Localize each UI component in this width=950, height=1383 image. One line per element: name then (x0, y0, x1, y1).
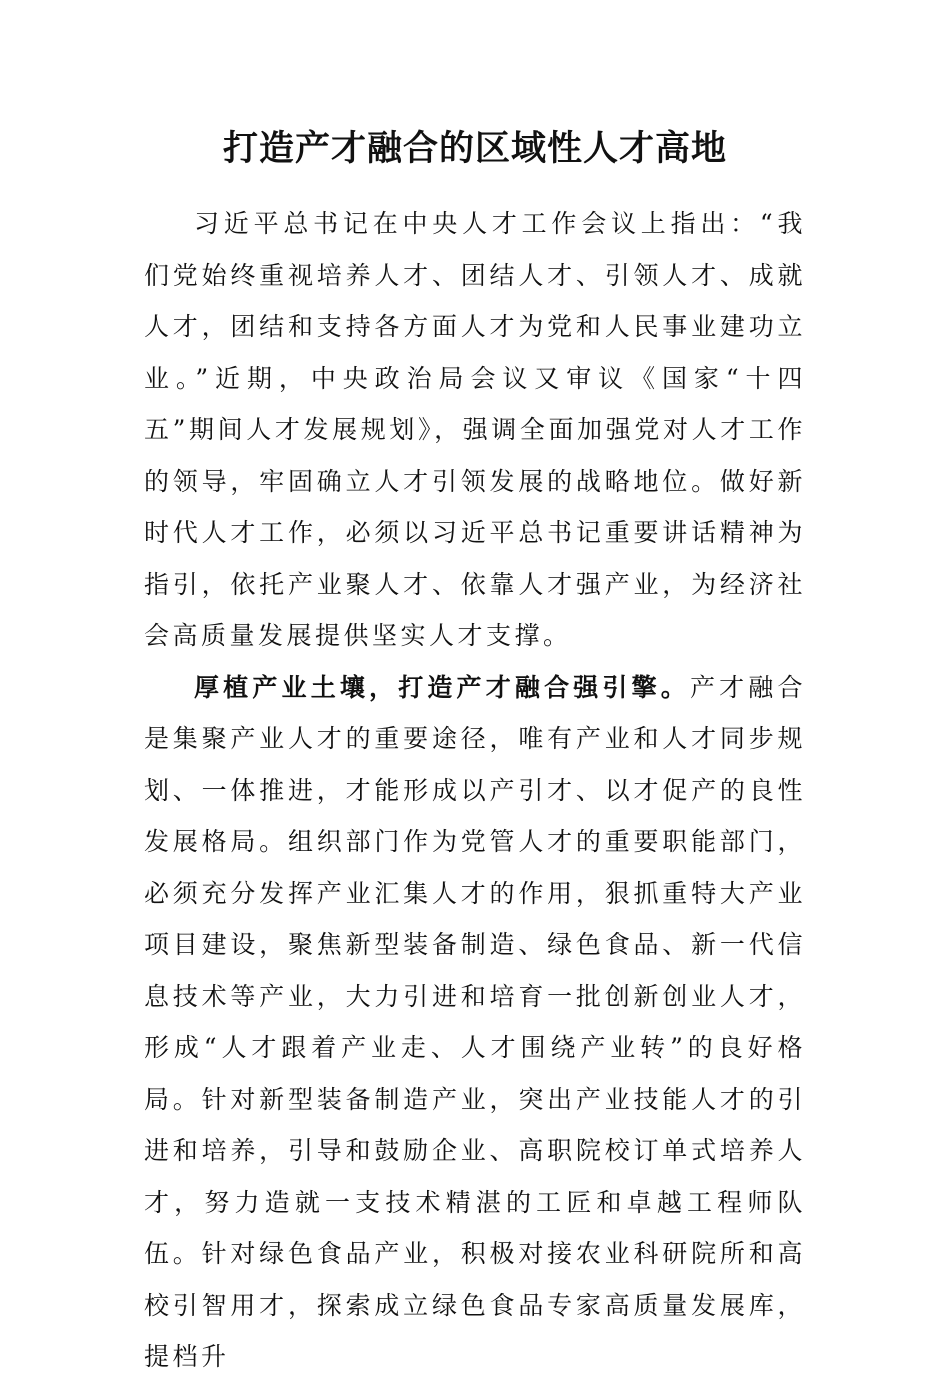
paragraph-intro (144, 198, 806, 662)
paragraph-industry (144, 662, 806, 1383)
paragraph-text: 产才融合是集聚产业人才的重要途径，唯有产业和人才同步规划、一体推进，才能形成以产引才、以才促产的良性发展格局。组织部门作为党管人才的重要职能部门，必须充分发挥产业汇集人才的作用，狠抓重特大产业项目建设，聚焦新型装备制造、绿色食品、新一代信息技术等产业，大力引进和培育一批创新创业人才，形成“人才跟着产业走、人才围绕产业转”的良好格局。针对新型装备制造产业，突出产业技能人才的引进和培养，引导和鼓励企业、高职院校订单式培养人才，努力造就一支技术精湛的工匠和卓越工程师队伍。针对绿色食品产业，积极对接农业科研院所和高校引智用才，探索成立绿色食品专家高质量发展库，提档升 (144, 672, 806, 1371)
paragraph-lead-heading: 厚植产业土壤，打造产才融合强引擎。 (194, 672, 690, 702)
paragraph-text: 习近平总书记在中央人才工作会议上指出：“我们党始终重视培养人才、团结人才、引领人才、成就人才，团结和支持各方面人才为党和人民事业建功立业。”近期，中央政治局会议又审议《国家“十四五”期间人才发展规划》，强调全面加强党对人才工作的领导，牢固确立人才引领发展的战略地位。做好新时代人才工作，必须以习近平总书记重要讲话精神为指引，依托产业聚人才、依靠人才强产业，为经济社会高质量发展提供坚实人才支撑。 (144, 209, 806, 650)
document-title: 打造产才融合的区域性人才高地 (222, 128, 727, 169)
document-body (144, 198, 806, 1383)
